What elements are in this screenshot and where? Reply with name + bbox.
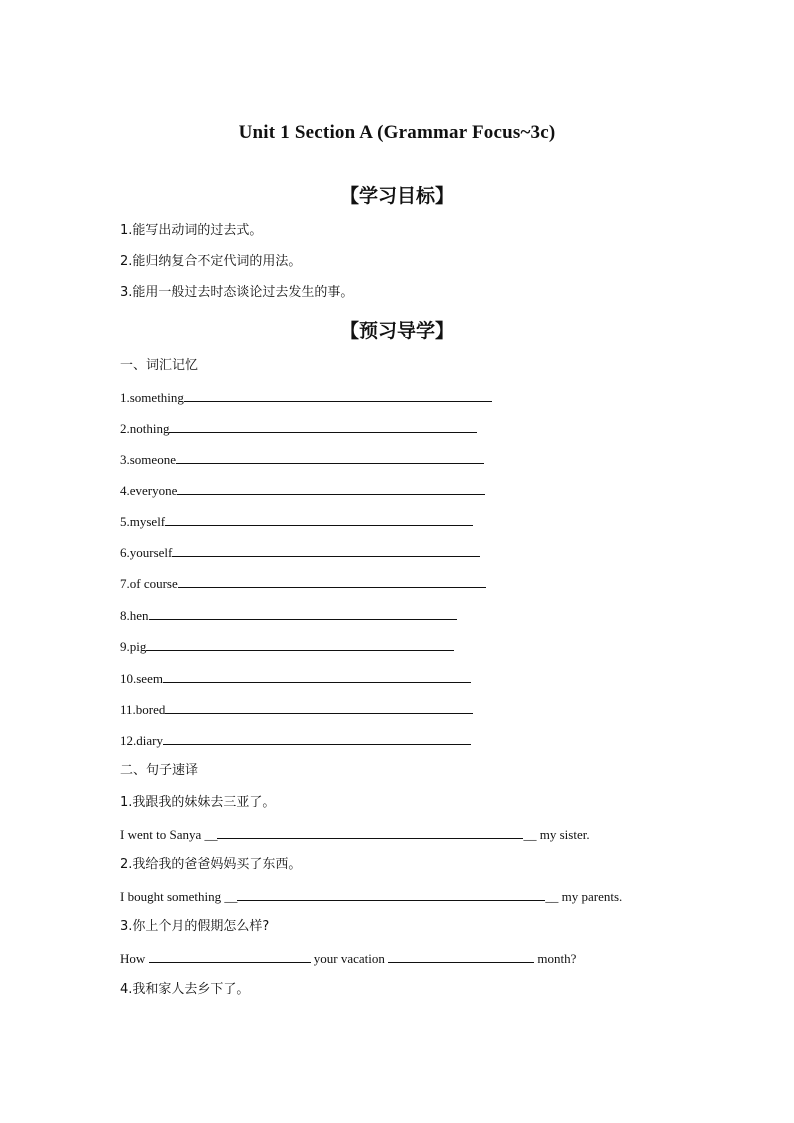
vocab-item <box>120 389 492 406</box>
vocab-item <box>120 638 454 655</box>
sentence-en: I bought something __ __ my parents. <box>120 889 623 904</box>
answer-blank[interactable] <box>149 607 457 620</box>
answer-blank[interactable] <box>237 888 545 901</box>
vocab-word: 1.something <box>120 390 184 405</box>
sentence-cn: 1.我跟我的妹妹去三亚了。 <box>120 795 276 810</box>
answer-blank[interactable] <box>176 451 484 464</box>
vocab-item <box>120 544 480 561</box>
answer-blank[interactable] <box>149 950 311 963</box>
vocab-word: 7.of course <box>120 576 178 591</box>
vocab-word: 11.bored <box>120 702 166 717</box>
page-title: Unit 1 Section A (Grammar Focus~3c) <box>238 122 556 143</box>
answer-blank[interactable] <box>165 513 473 526</box>
sentence-en: I went to Sanya __ __ my sister. <box>120 827 590 842</box>
vocab-heading: 一、词汇记忆 <box>120 358 199 373</box>
answer-blank[interactable] <box>172 544 480 557</box>
answer-blank[interactable] <box>217 826 523 839</box>
answer-blank[interactable] <box>163 732 471 745</box>
vocab-word: 8.hen <box>120 608 149 623</box>
goal-item-3: 3.能用一般过去时态谈论过去发生的事。 <box>120 285 354 300</box>
sentence-en: How your vacation month? <box>120 951 577 966</box>
vocab-word: 6.yourself <box>120 545 173 560</box>
sentence-cn: 2.我给我的爸爸妈妈买了东西。 <box>120 857 302 872</box>
vocab-item <box>120 732 471 749</box>
preview-heading: 【预习导学】 <box>339 320 454 342</box>
vocab-item <box>120 513 473 530</box>
vocab-item <box>120 701 473 718</box>
vocab-item <box>120 482 485 499</box>
vocab-word: 9.pig <box>120 639 147 654</box>
vocab-word: 12.diary <box>120 733 163 748</box>
vocab-item <box>120 420 477 437</box>
answer-blank[interactable] <box>177 482 485 495</box>
vocab-word: 10.seem <box>120 671 163 686</box>
sentence-cn: 3.你上个月的假期怎么样? <box>120 919 270 934</box>
vocab-word: 3.someone <box>120 452 176 467</box>
vocab-word: 4.everyone <box>120 483 178 498</box>
vocab-word: 5.myself <box>120 514 166 529</box>
vocab-item <box>120 451 484 468</box>
vocab-word: 2.nothing <box>120 421 170 436</box>
answer-blank[interactable] <box>184 389 492 402</box>
goal-item-1: 1.能写出动词的过去式。 <box>120 223 263 238</box>
vocab-item <box>120 575 486 592</box>
answer-blank[interactable] <box>388 950 534 963</box>
vocab-item <box>120 670 471 687</box>
sentence-cn: 4.我和家人去乡下了。 <box>120 982 250 997</box>
answer-blank[interactable] <box>169 420 477 433</box>
sentence-heading: 二、句子速译 <box>120 763 199 778</box>
goals-heading: 【学习目标】 <box>339 185 454 207</box>
answer-blank[interactable] <box>146 638 454 651</box>
answer-blank[interactable] <box>163 670 471 683</box>
answer-blank[interactable] <box>165 701 473 714</box>
vocab-item <box>120 607 457 624</box>
goal-item-2: 2.能归纳复合不定代词的用法。 <box>120 254 302 269</box>
answer-blank[interactable] <box>178 575 486 588</box>
